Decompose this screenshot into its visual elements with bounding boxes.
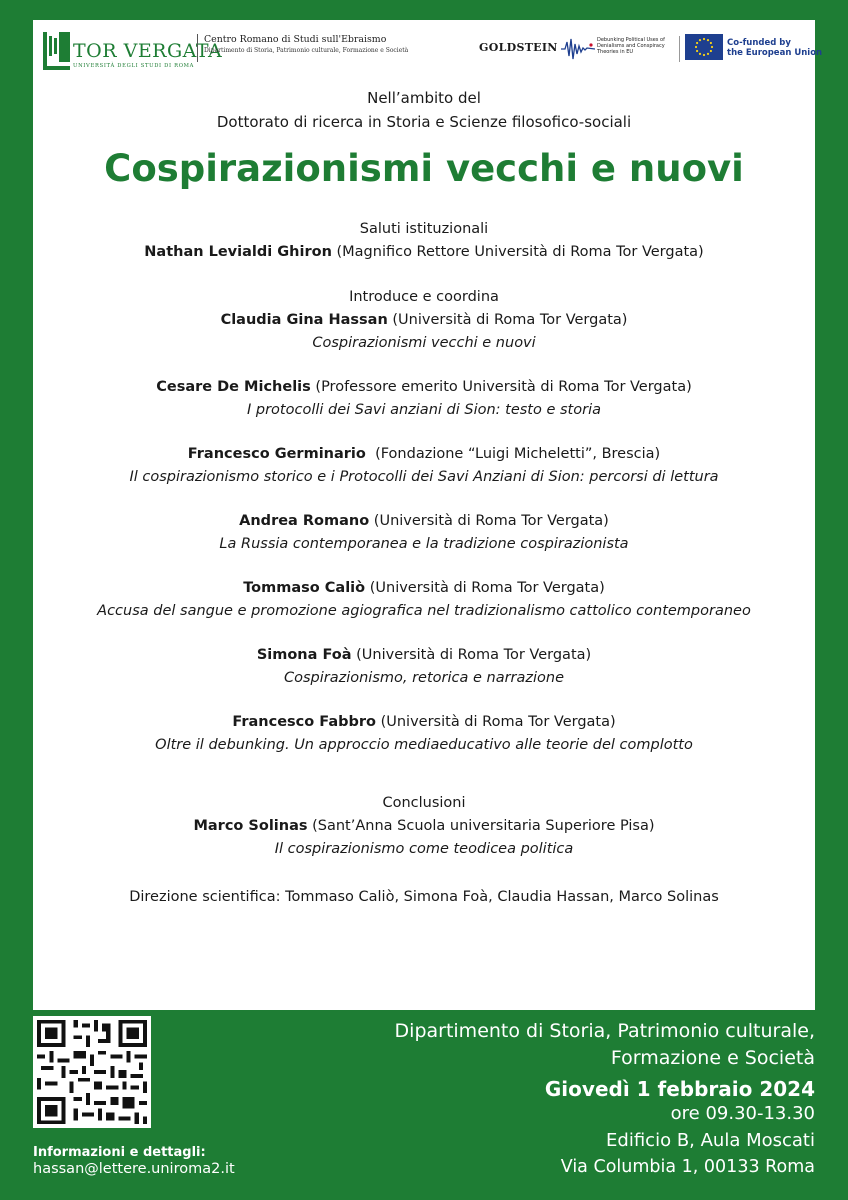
intro-line-2: Dottorato di ricerca in Storia e Scienze filosofico-sociali: [216, 113, 632, 131]
talk-title: Oltre il debunking. Un approccio mediaeducativo alle teorie del complotto: [155, 737, 693, 753]
tor-vergata-emblem-icon: [43, 32, 71, 70]
qr-code-icon: [33, 1016, 151, 1128]
talk-title: I protocolli dei Savi anziani di Sion: testo e storia: [247, 402, 601, 418]
speaker-name: Marco Solinas: [193, 818, 308, 834]
event-date: Giovedì 1 febbraio 2024: [544, 1077, 815, 1101]
talk-title: Accusa del sangue e promozione agiografica nel tradizionalismo cattolico contemporaneo: [97, 603, 751, 619]
conclusioni-block: [33, 792, 815, 861]
department-line-2: Formazione e Società: [610, 1047, 815, 1069]
speaker-name: Andrea Romano: [239, 513, 370, 529]
centro-romano-logo: [197, 34, 408, 62]
goldstein-logo: [479, 36, 679, 72]
speaker-line: [33, 577, 815, 600]
speaker-line: [33, 510, 815, 533]
speaker-affiliation: (Università di Roma Tor Vergata): [375, 714, 616, 730]
talk-title: Il cospirazionismo come teodicea politica: [274, 841, 574, 857]
divider: [679, 36, 680, 62]
goldstein-text: Debunking Political Uses of Denialisms and Conspiracy Theories in EU: [597, 37, 665, 55]
speaker-name: Claudia Gina Hassan: [220, 312, 388, 328]
poster-card: [33, 20, 823, 1010]
logo-header: [33, 20, 823, 90]
program: [33, 86, 815, 905]
event-time: ore 09.30-13.30: [670, 1103, 815, 1124]
eu-line-1: Co-funded by: [727, 38, 791, 48]
eu-cofunded-logo: [685, 34, 823, 64]
speaker-affiliation: (Sant’Anna Scuola universitaria Superiore Pisa): [307, 818, 655, 834]
event-address: Via Columbia 1, 00133 Roma: [560, 1157, 815, 1177]
introduce-speaker: [33, 309, 815, 332]
speaker-name: Francesco Fabbro: [232, 714, 376, 730]
speaker-name: Cesare De Michelis: [156, 379, 311, 395]
event-title: Cospirazionismi vecchi e nuovi: [104, 147, 744, 190]
eu-text: [727, 38, 822, 58]
tor-vergata-name: TOR VERGATA: [73, 40, 223, 62]
speaker-affiliation: (Università di Roma Tor Vergata): [387, 312, 628, 328]
speaker-affiliation: (Università di Roma Tor Vergata): [369, 513, 609, 529]
speaker-block: [33, 510, 815, 556]
eu-flag-icon: [685, 34, 723, 60]
conclusioni-label: Conclusioni: [382, 795, 466, 811]
saluti-speaker: [33, 241, 815, 264]
saluti-label: Saluti istituzionali: [359, 221, 489, 237]
event-building: Edificio B, Aula Moscati: [606, 1130, 815, 1151]
waveform-icon: [561, 36, 595, 62]
speaker-line: [33, 711, 815, 734]
intro-line-1: Nell’ambito del: [367, 89, 481, 107]
speaker-block: [33, 376, 815, 422]
speaker-name: Simona Foà: [256, 647, 352, 663]
direzione-scientifica: Direzione scientifica: Tommaso Caliò, Simona Foà, Claudia Hassan, Marco Solinas: [129, 889, 719, 905]
talk-title: La Russia contemporanea e la tradizione cospirazionista: [219, 536, 629, 552]
info-label: Informazioni e dettagli:: [33, 1145, 206, 1160]
department-line-1: Dipartimento di Storia, Patrimonio culturale,: [394, 1020, 815, 1042]
talk-title: Il cospirazionismo storico e i Protocolli dei Savi Anziani di Sion: percorsi di lettura: [129, 469, 719, 485]
tor-vergata-subtitle: UNIVERSITÀ DEGLI STUDI DI ROMA: [73, 63, 195, 69]
speaker-affiliation: (Università di Roma Tor Vergata): [351, 647, 592, 663]
speaker-block: [33, 644, 815, 690]
speaker-name: Tommaso Caliò: [243, 580, 366, 596]
qr-code[interactable]: [33, 1016, 151, 1128]
talk-title: Cospirazionismi vecchi e nuovi: [312, 335, 536, 351]
speaker-line: [33, 644, 815, 667]
speaker-affiliation: (Magnifico Rettore Università di Roma Tor Vergata): [331, 244, 704, 260]
speaker-line: [33, 376, 815, 399]
speaker-block: [33, 711, 815, 757]
centro-name: Centro Romano di Studi sull'Ebraismo: [204, 34, 387, 45]
speaker-affiliation: (Università di Roma Tor Vergata): [365, 580, 605, 596]
speaker-affiliation: (Fondazione “Luigi Micheletti”, Brescia): [365, 446, 661, 462]
tor-vergata-logo: [43, 32, 223, 82]
saluti-block: [33, 218, 815, 264]
speaker-name: Francesco Germinario: [187, 446, 366, 462]
goldstein-name: GOLDSTEIN: [479, 41, 558, 54]
speaker-block: [33, 443, 815, 489]
conclusioni-speaker: [33, 815, 815, 838]
info-contact: [33, 1145, 235, 1177]
info-email-link[interactable]: hassan@lettere.uniroma2.it: [33, 1161, 235, 1177]
talk-title: Cospirazionismo, retorica e narrazione: [283, 670, 565, 686]
introduce-block: [33, 286, 815, 355]
speaker-block: [33, 577, 815, 623]
speaker-name: Nathan Levialdi Ghiron: [144, 244, 332, 260]
centro-subtitle: Dipartimento di Storia, Patrimonio culturale, Formazione e Società: [204, 47, 409, 54]
speaker-line: [33, 443, 815, 466]
speaker-affiliation: (Professore emerito Università di Roma Tor Vergata): [310, 379, 692, 395]
eu-line-2: the European Union: [727, 48, 823, 58]
event-details: [295, 1018, 815, 1180]
introduce-label: Introduce e coordina: [349, 289, 499, 305]
